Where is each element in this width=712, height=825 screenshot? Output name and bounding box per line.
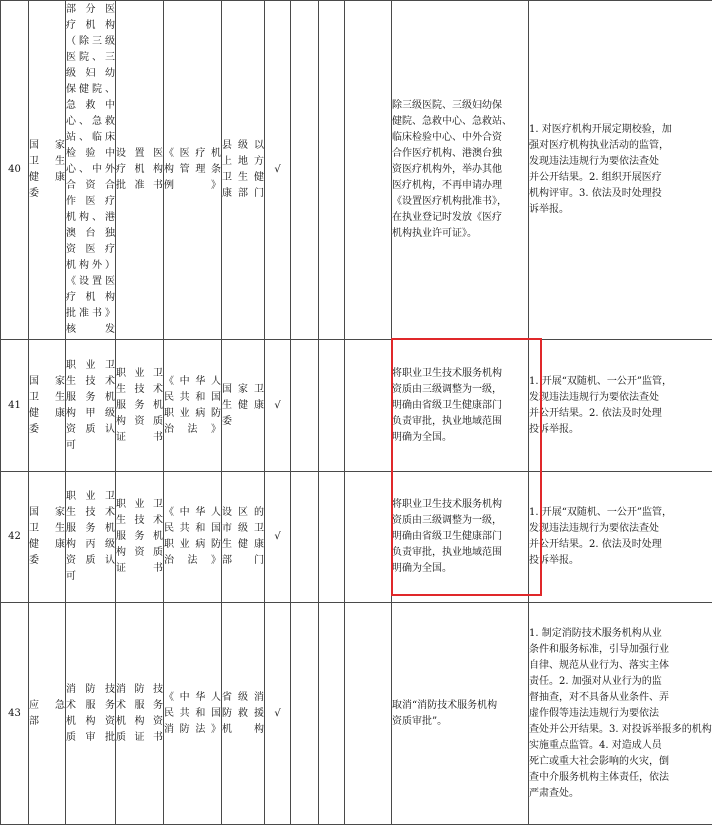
supervision-measures-cell: 1. 制定消防技术服务机构从业 条件和服务标准，引导加强行业 自律、规范从业行为、落实主体 责任。2. 加强对从业行为的监 督抽查，对不具备从业条件、弄 虚作假等违法违规行为要依法 查处并公开结果。3. 对投诉举报多的机构 实施重点监管。4. 对造成人员 死亡或重大社会影响的火灾，倒 查中介服务机构主体责任，依法 严肃查处。 [529,603,712,825]
approval-item-cell: 消 防 技 术 服 务 机 构 资 质审批 [66,603,116,825]
table-row [1,603,712,825]
empty-cell [345,603,392,825]
row-number-cell: 41 [1,340,29,472]
empty-cell [291,603,319,825]
certificate-cell: 职业卫 生技术 服务机 构资质 证书 [116,472,164,603]
approval-authority-cell: 国家卫 生健康 委 [222,340,265,472]
certificate-cell: 设置医 疗机构 批准书 [116,1,164,340]
empty-cell [319,472,345,603]
approval-authority-cell: 县级以 上地方 卫生健 康部门 [222,1,265,340]
legal-basis-cell: 《 中 华 人 民共和国 消防法》 [164,603,222,825]
approval-item-cell: 部 分 医 疗 机 构 （除三级 医院、三 级妇幼 保健院、 急 救 中 心、急救 站、临床 检 验 中 心、中外 合资合 作 医 疗 机构、港 澳 台 独 资 医 疗 机构外） 《设置医 疗 机 构 批准书》 核发 [66,1,116,340]
check-mark-cell: √ [265,603,291,825]
table-row [1,472,712,603]
check-mark-cell: √ [265,1,291,340]
empty-cell [345,1,392,340]
supervision-measures-cell: 1. 开展“双随机、一公开”监管， 发现违法违规行为要依法查处 并公开结果。2. 依法及时处理 投诉举报。 [529,340,712,472]
approval-authority-cell: 设区的 市级卫 生健康 部门 [222,472,265,603]
empty-cell [291,472,319,603]
reform-content-cell: 将职业卫生技术服务机构 资质由三级调整为一级， 明确由省级卫生健康部门 负责审批，执业地域范围 明确为全国。 [392,340,529,472]
table-row [1,340,712,472]
reform-content-cell: 除三级医院、三级妇幼保 健院、急救中心、急救站、 临床检验中心、中外合资 合作医疗机构、港澳台独 资医疗机构外，举办其他 医疗机构，不再申请办理 《设置医疗机构批准书》， 在执业登记时发放《医疗 机构执业许可证》。 [392,1,529,340]
empty-cell [319,1,345,340]
approval-item-cell: 职 业 卫 生 技 术 服 务 机 构 甲 级 资 质 认 可 [66,340,116,472]
reform-content-cell: 将职业卫生技术服务机构 资质由三级调整为一级， 明确由省级卫生健康部门 负责审批，执业地域范围 明确为全国。 [392,472,529,603]
legal-basis-cell: 《 中 华 人 民共和国 职业病防 治法》 [164,340,222,472]
legal-basis-cell: 《 医 疗 机 构管理条 例》 [164,1,222,340]
check-mark-cell: √ [265,472,291,603]
department-cell: 国家 卫生 健康 委 [29,1,66,340]
row-number-cell: 42 [1,472,29,603]
empty-cell [345,340,392,472]
approval-item-cell: 职 业 卫 生 技 术 服 务 机 构 丙 级 资 质 认 可 [66,472,116,603]
row-number-cell: 43 [1,603,29,825]
certificate-cell: 消防技 术服务 机构资 质证书 [116,603,164,825]
empty-cell [291,340,319,472]
table-row [1,1,712,340]
check-mark-cell: √ [265,340,291,472]
approval-authority-cell: 省级消 防救援 机构 [222,603,265,825]
department-cell: 应急 部 [29,603,66,825]
department-cell: 国家 卫生 健康 委 [29,472,66,603]
empty-cell [319,603,345,825]
reform-content-cell: 取消“消防技术服务机构 资质审批”。 [392,603,529,825]
empty-cell [319,340,345,472]
supervision-measures-cell: 1. 开展“双随机、一公开”监管， 发现违法违规行为要依法查处 并公开结果。2. 依法及时处理 投诉举报。 [529,472,712,603]
empty-cell [291,1,319,340]
department-cell: 国家 卫生 健康 委 [29,340,66,472]
empty-cell [345,472,392,603]
row-number-cell: 40 [1,1,29,340]
certificate-cell: 职业卫 生技术 服务机 构资质 证书 [116,340,164,472]
legal-basis-cell: 《 中 华 人 民共和国 职业病防 治法》 [164,472,222,603]
supervision-measures-cell: 1. 对医疗机构开展定期校验，加 强对医疗机构执业活动的监管， 发现违法违规行为要依法查处 并公开结果。2. 组织开展医疗 机构评审。3. 依法及时处理投 诉举报。 [529,1,712,340]
